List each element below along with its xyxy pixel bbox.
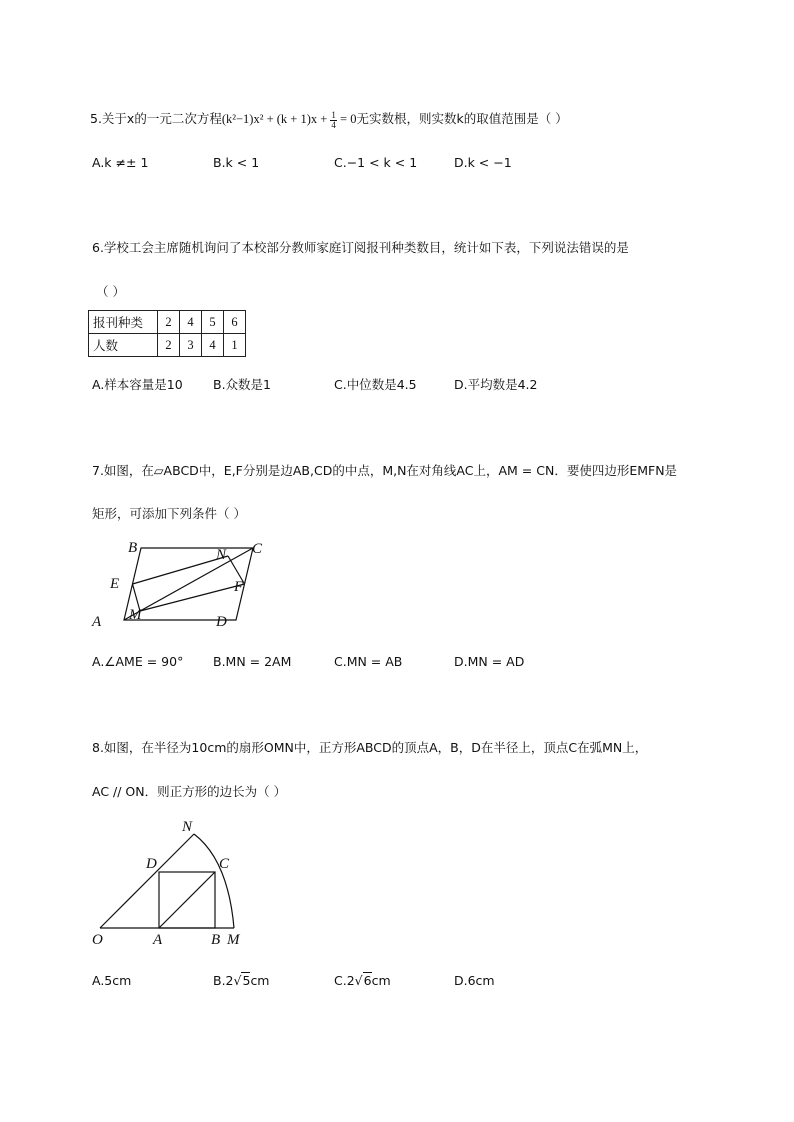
table-row-label: 人数 (89, 334, 158, 357)
table-cell: 4 (180, 311, 202, 334)
radius-on (100, 834, 194, 928)
label-e: E (110, 576, 120, 592)
sqrt-sign: √ (233, 973, 242, 988)
q6-paren: （ ） (96, 284, 125, 299)
q6-option-d[interactable]: D.平均数是4.2 (454, 377, 538, 392)
table-row (89, 334, 246, 357)
q6-stem: 6.学校工会主席随机询问了本校部分教师家庭订阅报刊种类数目，统计如下表，下列说法错误的是 (92, 240, 629, 255)
q5-option-d[interactable]: D.k < −1 (454, 155, 512, 170)
q6-option-a[interactable]: A.样本容量是10 (92, 377, 183, 392)
arc-mn (194, 834, 234, 928)
label-a: A (92, 614, 102, 630)
label-d: D (216, 614, 227, 630)
label-f: F (234, 579, 244, 595)
q8-stem-line1: 8.如图，在半径为10cm的扇形OMN中，正方形ABCD的顶点A，B，D在半径上，顶点C在弧MN上， (92, 740, 648, 755)
q7-option-d[interactable]: D.MN = AD (454, 654, 525, 669)
q6-option-b[interactable]: B.众数是1 (213, 377, 272, 392)
q8-option-b[interactable]: B.2√5cm (213, 973, 270, 988)
q5-option-a[interactable]: A.k ≠± 1 (92, 155, 149, 170)
table-cell: 2 (158, 311, 180, 334)
q5-option-b[interactable]: B.k < 1 (213, 155, 260, 170)
table-cell: 2 (158, 334, 180, 357)
q7-option-c[interactable]: C.MN = AB (334, 654, 403, 669)
label-a: A (153, 932, 163, 948)
table-row-label: 报刊种类 (89, 311, 158, 334)
table-cell: 6 (224, 311, 246, 334)
label-m: M (227, 932, 240, 948)
q5-pre: 5.关于x的一元二次方程 (90, 111, 222, 126)
q7-stem-line2: 矩形，可添加下列条件（ ） (92, 506, 246, 521)
label-o: O (92, 932, 103, 948)
q8-sector-figure (88, 815, 258, 950)
q5-equation: (k²−1)x² + (k + 1)x + $\frac{1}{4}$ = 0 (221, 109, 357, 130)
q8-stem-line2: AC // ON．则正方形的边长为（ ） (92, 784, 287, 799)
label-c: C (219, 856, 230, 872)
label-b: B (128, 540, 138, 556)
label-n: N (182, 819, 193, 835)
label-n: N (216, 547, 227, 563)
q6-stats-table (88, 310, 246, 357)
sqrt-sign: √ (354, 973, 363, 988)
q8-option-a[interactable]: A.5cm (92, 973, 132, 988)
table-cell: 5 (202, 311, 224, 334)
q6-option-c[interactable]: C.中位数是4.5 (334, 377, 417, 392)
table-cell: 1 (224, 334, 246, 357)
q7-stem-line1: 7.如图，在▱ABCD中，E,F分别是边AB,CD的中点，M,N在对角线AC上，AM = CN．要使四边形EMFN是 (92, 463, 678, 478)
table-cell: 4 (202, 334, 224, 357)
label-b: B (211, 932, 221, 948)
quarter-fraction: $\frac{1}{4}$ (331, 109, 336, 130)
q7-option-a[interactable]: A.∠AME = 90° (92, 654, 184, 669)
q8-option-d[interactable]: D.6cm (454, 973, 495, 988)
label-m: M (129, 607, 142, 623)
segment-mf (140, 584, 245, 611)
label-c: C (252, 541, 263, 557)
table-row (89, 311, 246, 334)
q5-stem (90, 109, 568, 130)
table-cell: 3 (180, 334, 202, 357)
q7-parallelogram-figure (88, 535, 288, 635)
q5-post: 无实数根，则实数k的取值范围是（ ） (356, 111, 568, 126)
q8-option-c[interactable]: C.2√6cm (334, 973, 391, 988)
q7-option-b[interactable]: B.MN = 2AM (213, 654, 292, 669)
label-d: D (146, 856, 157, 872)
diagonal-ac (159, 872, 215, 928)
q5-option-c[interactable]: C.−1 < k < 1 (334, 155, 418, 170)
